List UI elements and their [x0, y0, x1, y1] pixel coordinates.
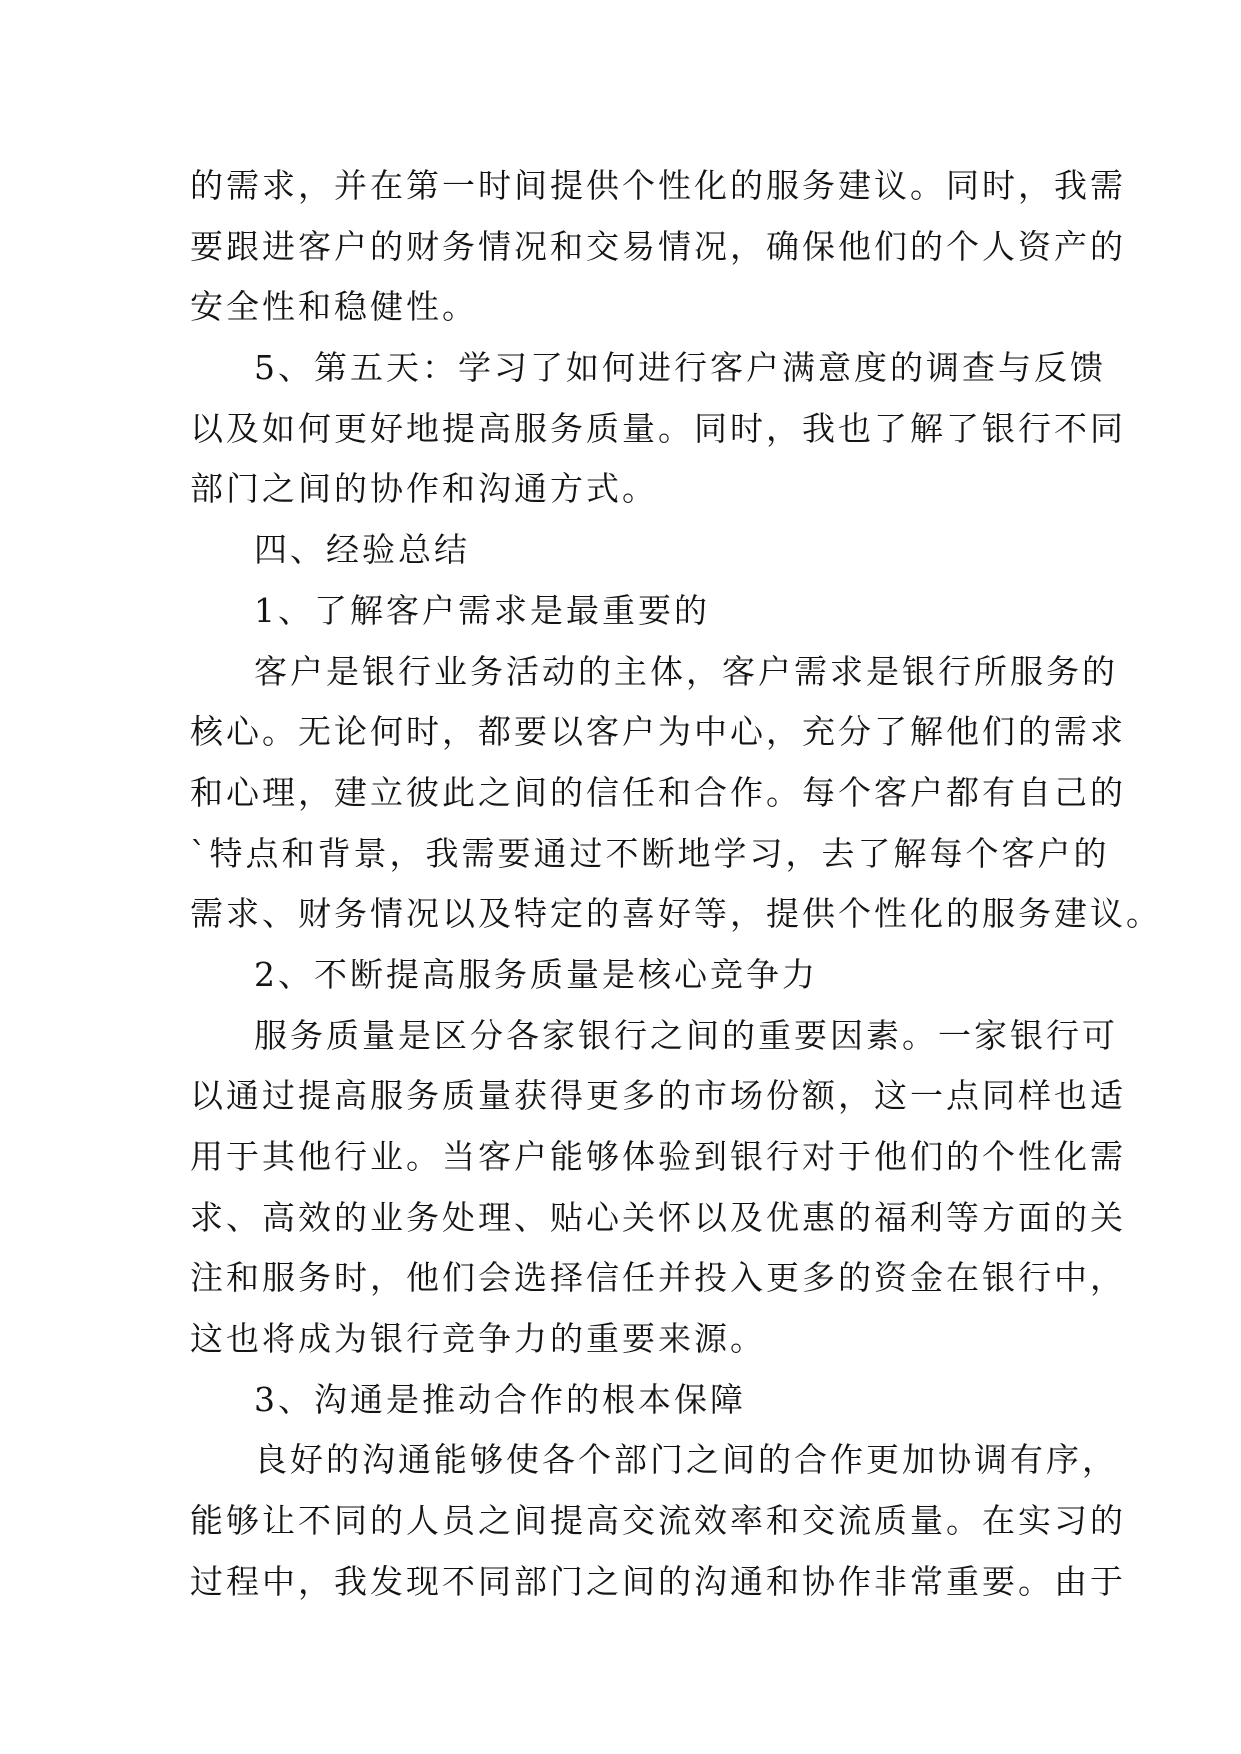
text-line: 核心。无论何时，都要以客户为中心，充分了解他们的需求	[190, 712, 1126, 752]
text-line: 部门之间的协作和沟通方式。	[190, 469, 658, 509]
text-line: 能够让不同的人员之间提高交流效率和交流质量。在实习的	[190, 1501, 1126, 1541]
text-line: 这也将成为银行竞争力的重要来源。	[190, 1319, 766, 1359]
text-line: 需求、财务情况以及特定的喜好等，提供个性化的服务建议。	[190, 894, 1162, 934]
text-line: 以通过提高服务质量获得更多的市场份额，这一点同样也适	[190, 1076, 1126, 1116]
section-heading: 四、经验总结	[254, 530, 470, 570]
document-body	[190, 156, 1162, 1613]
text-line: 求、高效的业务处理、贴心关怀以及优惠的福利等方面的关	[190, 1197, 1126, 1237]
text-line: 服务质量是区分各家银行之间的重要因素。一家银行可	[254, 1015, 1118, 1055]
text-line: 用于其他行业。当客户能够体验到银行对于他们的个性化需	[190, 1137, 1126, 1176]
text-line: 注和服务时，他们会选择信任并投入更多的资金在银行中，	[190, 1258, 1126, 1298]
text-line: 5、第五天：学习了如何进行客户满意度的调查与反馈	[254, 348, 1106, 388]
subsection-heading: 2、不断提高服务质量是核心竞争力	[254, 954, 818, 994]
text-line: 要跟进客户的财务情况和交易情况，确保他们的个人资产的	[190, 226, 1126, 266]
subsection-heading: 3、沟通是推动合作的根本保障	[254, 1379, 746, 1419]
text-line: 安全性和稳健性。	[190, 287, 478, 327]
text-line: 客户是银行业务活动的主体，客户需求是银行所服务的	[254, 651, 1118, 691]
text-line: 的需求，并在第一时间提供个性化的服务建议。同时，我需	[190, 166, 1126, 205]
text-line: 过程中，我发现不同部门之间的沟通和协作非常重要。由于	[190, 1561, 1126, 1601]
subsection-heading: 1、了解客户需求是最重要的	[254, 590, 710, 630]
text-line: `特点和背景，我需要通过不断地学习，去了解每个客户的	[190, 833, 1110, 873]
text-line: 和心理，建立彼此之间的信任和合作。每个客户都有自己的	[190, 772, 1126, 812]
text-line: 以及如何更好地提高服务质量。同时，我也了解了银行不同	[190, 408, 1126, 448]
text-line: 良好的沟通能够使各个部门之间的合作更加协调有序，	[254, 1440, 1118, 1480]
